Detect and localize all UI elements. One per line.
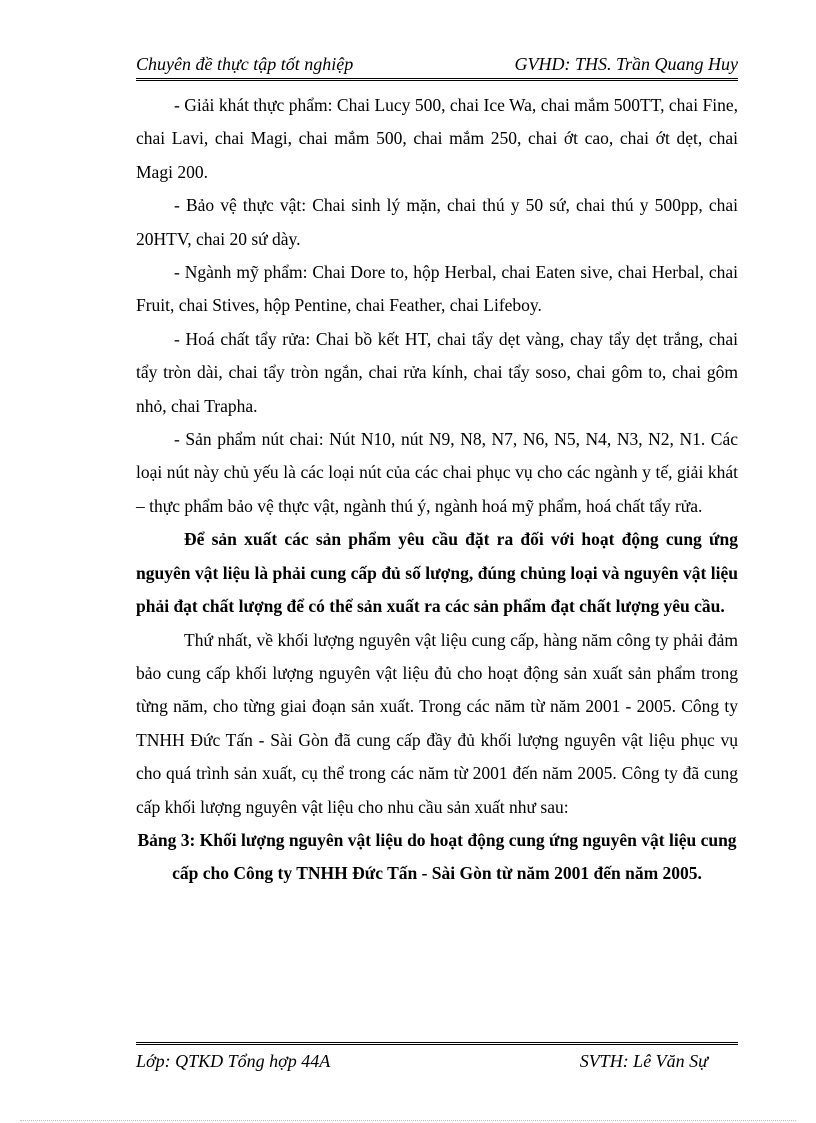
footer-class: Lớp: QTKD Tổng hợp 44A (136, 1051, 331, 1071)
footer-student: SVTH: Lê Văn Sự (579, 1051, 708, 1071)
paragraph-detergents: - Hoá chất tẩy rửa: Chai bồ kết HT, chai tẩy dẹt vàng, chay tẩy dẹt trắng, chai tẩy tròn dài, chai tẩy tròn ngắn, chai rửa kính, chai tẩy soso, chai gôm to, chai gôm nhỏ, chai Trapha. (136, 328, 738, 416)
page-footer (136, 1042, 738, 1077)
paragraph-cosmetics: - Ngành mỹ phẩm: Chai Dore to, hộp Herbal, chai Eaten sive, chai Herbal, chai Fruit, chai Stives, hộp Pentine, chai Feather, chai Lifeboy. (136, 262, 738, 316)
paragraph-bottle-caps: - Sản phẩm nút chai: Nút N10, nút N9, N8, N7, N6, N5, N4, N3, N2, N1. Các loại nút này chủ yếu là các loại nút của các chai phục vụ cho các ngành y tế, giải khát – thực phẩm bảo vệ thực vật, ngành thú ý, ngành hoá mỹ phẩm, hoá chất tẩy rửa. (136, 429, 738, 516)
paragraph-body: Thứ nhất, về khối lượng nguyên vật liệu cung cấp, hàng năm công ty phải đảm bảo cung cấp khối lượng nguyên vật liệu đủ cho hoạt động sản xuất sản phẩm trong từng năm, cho từng giai đoạn sản xuất. Trong các năm từ năm 2001 - 2005. Công ty TNHH Đức Tấn - Sài Gòn đã cung cấp đầy đủ khối lượng nguyên vật liệu phục vụ cho quá trình sản xuất, cụ thể trong các năm từ 2001 đến năm 2005. Công ty đã cung cấp khối lượng nguyên vật liệu cho nhu cầu sản xuất như sau: (136, 629, 738, 817)
header-supervisor: GVHD: THS. Trần Quang Huy (514, 54, 738, 74)
header-course-title: Chuyên đề thực tập tốt nghiệp (136, 54, 354, 74)
page-header (136, 54, 738, 81)
document-body (136, 89, 738, 891)
paragraph-beverage-food: - Giải khát thực phẩm: Chai Lucy 500, chai Ice Wa, chai mắm 500TT, chai Fine, chai Lavi, chai Magi, chai mắm 500, chai mắm 250, chai ớt cao, chai ớt dẹt, chai Magi 200. (136, 95, 738, 182)
page-bottom-divider (20, 1120, 796, 1121)
table-caption: Bảng 3: Khối lượng nguyên vật liệu do hoạt động cung ứng nguyên vật liệu cung cấp cho Công ty TNHH Đức Tấn - Sài Gòn từ năm 2001 đến năm 2005. (137, 829, 737, 884)
paragraph-plant-protection: - Bảo vệ thực vật: Chai sinh lý mặn, chai thú y 50 sứ, chai thú y 500pp, chai 20HTV, chai 20 sứ dày. (136, 195, 738, 249)
paragraph-emphasis: Để sản xuất các sản phẩm yêu cầu đặt ra đối với hoạt động cung ứng nguyên vật liệu là phải cung cấp đủ số lượng, đúng chủng loại và nguyên vật liệu phải đạt chất lượng để có thể sản xuất ra các sản phẩm đạt chất lượng yêu cầu. (136, 529, 738, 617)
